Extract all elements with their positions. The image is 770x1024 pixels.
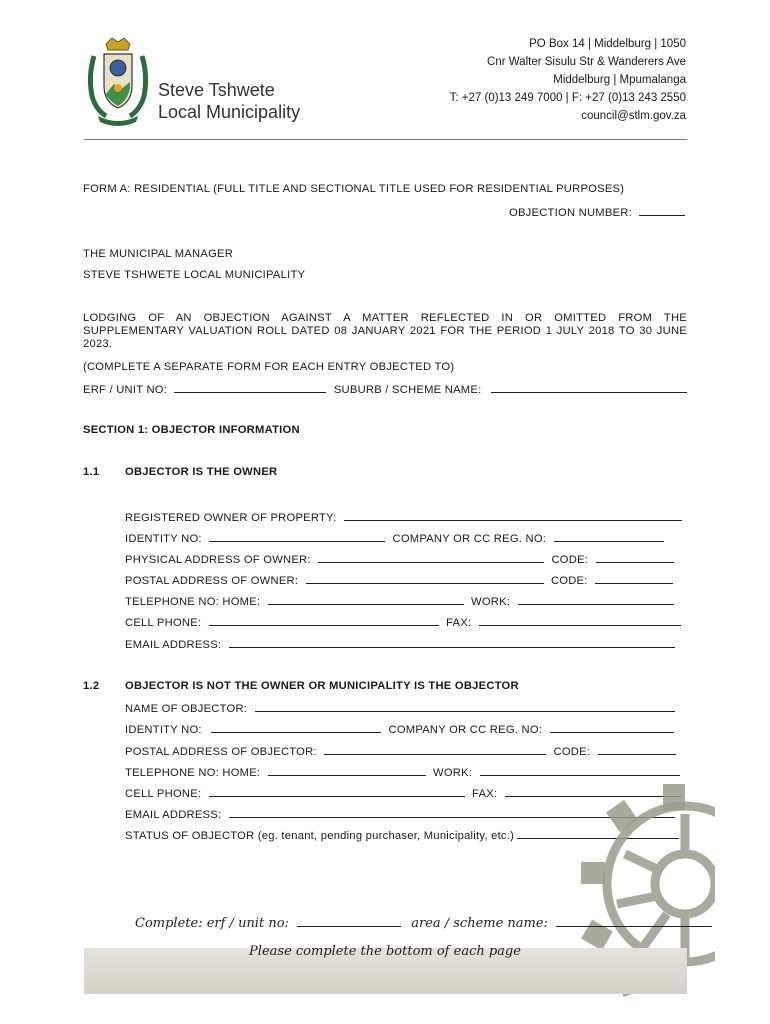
separate-form-note: (COMPLETE A SEPARATE FORM FOR EACH ENTRY OBJECTED TO): [83, 361, 455, 373]
owner-company-field[interactable]: [554, 531, 664, 542]
owner-postal-field[interactable]: [306, 573, 544, 584]
physical-code-field[interactable]: [596, 552, 674, 563]
suburb-label: SUBURB / SCHEME NAME:: [333, 384, 482, 396]
footer-erf-field[interactable]: [297, 914, 401, 927]
addressee-line2: STEVE TSHWETE LOCAL MUNICIPALITY: [83, 269, 306, 281]
section1-title: SECTION 1: OBJECTOR INFORMATION: [83, 424, 300, 436]
owner-identity-row: [125, 531, 664, 545]
contact-email: council@stlm.gov.za: [581, 110, 686, 122]
footer-area-label: area / scheme name:: [411, 916, 548, 931]
objector-name-label: NAME OF OBJECTOR:: [125, 703, 248, 715]
owner-postal-code-field[interactable]: [595, 573, 673, 584]
owner-company-label: COMPANY OR CC REG. NO:: [392, 533, 547, 545]
owner-cell-row: [125, 615, 681, 629]
objection-number-label: OBJECTION NUMBER:: [509, 207, 632, 219]
sub2-number: 1.2: [83, 680, 100, 692]
owner-fax-label: FAX:: [446, 617, 472, 629]
contact-phone: T: +27 (0)13 249 7000 | F: +27 (0)13 243 2550: [449, 92, 686, 104]
physical-address-label: PHYSICAL ADDRESS OF OWNER:: [125, 554, 311, 566]
erf-suburb-row: [83, 382, 687, 396]
objection-number-row: [509, 205, 685, 219]
owner-postal-row: [125, 573, 673, 587]
contact-block: [450, 35, 686, 125]
physical-code-label: CODE:: [551, 554, 589, 566]
contact-address: PO Box 14 | Middelburg | 1050: [529, 38, 686, 50]
sub2-title: OBJECTOR IS NOT THE OWNER OR MUNICIPALITY IS THE OBJECTOR: [125, 680, 519, 692]
objection-number-field[interactable]: [639, 205, 685, 216]
objector-identity-label: IDENTITY NO:: [125, 724, 202, 736]
objector-status-label: STATUS OF OBJECTOR (eg. tenant, pending purchaser, Municipality, etc.): [125, 830, 515, 842]
municipality-name-line1: Steve Tshwete: [158, 80, 275, 100]
contact-city: Middelburg | Mpumalanga: [553, 74, 686, 86]
owner-cell-label: CELL PHONE:: [125, 617, 202, 629]
objector-name-field[interactable]: [255, 701, 675, 712]
objector-company-field[interactable]: [550, 722, 674, 733]
registered-owner-label: REGISTERED OWNER OF PROPERTY:: [125, 512, 337, 524]
owner-postal-code-label: CODE:: [550, 575, 588, 587]
owner-email-field[interactable]: [229, 637, 675, 648]
objector-email-label: EMAIL ADDRESS:: [125, 809, 222, 821]
owner-email-label: EMAIL ADDRESS:: [125, 639, 222, 651]
objector-code-label: CODE:: [553, 746, 591, 758]
physical-address-field[interactable]: [318, 552, 544, 563]
objector-postal-label: POSTAL ADDRESS OF OBJECTOR:: [125, 746, 317, 758]
owner-tel-home-label: TELEPHONE NO: HOME:: [125, 596, 261, 608]
addressee-line1: THE MUNICIPAL MANAGER: [83, 248, 234, 260]
footer-area-field[interactable]: [556, 914, 712, 927]
form-title: FORM A: RESIDENTIAL (FULL TITLE AND SECTIONAL TITLE USED FOR RESIDENTIAL PURPOSES): [83, 183, 625, 195]
suburb-field[interactable]: [491, 382, 687, 393]
owner-work-label: WORK:: [471, 596, 511, 608]
owner-cell-field[interactable]: [209, 615, 439, 626]
sub1-title: OBJECTOR IS THE OWNER: [125, 466, 278, 478]
municipality-name: [158, 79, 300, 123]
objector-work-label: WORK:: [433, 767, 473, 779]
objector-cell-label: CELL PHONE:: [125, 788, 202, 800]
objector-postal-field[interactable]: [324, 744, 546, 755]
municipal-crest-icon: [84, 36, 152, 128]
objector-tel-home-label: TELEPHONE NO: HOME:: [125, 767, 261, 779]
erf-field[interactable]: [174, 382, 326, 393]
erf-label: ERF / UNIT NO:: [83, 384, 168, 396]
objector-tel-home-field[interactable]: [268, 765, 426, 776]
owner-postal-label: POSTAL ADDRESS OF OWNER:: [125, 575, 299, 587]
footer-erf-label: Complete: erf / unit no:: [135, 916, 289, 931]
physical-address-row: [125, 552, 674, 566]
footer-complete-row: [135, 914, 712, 931]
objector-postal-row: [125, 744, 676, 758]
objector-fax-label: FAX:: [472, 788, 498, 800]
owner-telephone-row: [125, 594, 674, 608]
objector-code-field[interactable]: [598, 744, 676, 755]
owner-work-field[interactable]: [518, 594, 674, 605]
owner-identity-label: IDENTITY NO:: [125, 533, 202, 545]
footer-note: Please complete the bottom of each page: [249, 944, 521, 959]
owner-fax-field[interactable]: [479, 615, 681, 626]
registered-owner-field[interactable]: [344, 510, 682, 521]
owner-email-row: [125, 637, 675, 651]
objector-identity-field[interactable]: [211, 722, 381, 733]
objector-name-row: [125, 701, 675, 715]
objector-identity-row: [125, 722, 674, 736]
intro-paragraph: LODGING OF AN OBJECTION AGAINST A MATTER REFLECTED IN OR OMITTED FROM THE SUPPLEMENTARY VALUATION ROLL DATED 08 JANUARY 2021 FOR THE PERIOD 1 JULY 2018 TO 30 JUNE 2023.: [83, 312, 687, 350]
registered-owner-row: [125, 510, 682, 524]
sub1-number: 1.1: [83, 466, 100, 478]
objector-company-label: COMPANY OR CC REG. NO:: [388, 724, 543, 736]
header-divider: [84, 139, 687, 140]
contact-street: Cnr Walter Sisulu Str & Wanderers Ave: [487, 56, 686, 68]
municipality-name-line2: Local Municipality: [158, 102, 301, 122]
owner-tel-home-field[interactable]: [268, 594, 464, 605]
objector-cell-field[interactable]: [209, 786, 465, 797]
owner-identity-field[interactable]: [209, 531, 385, 542]
